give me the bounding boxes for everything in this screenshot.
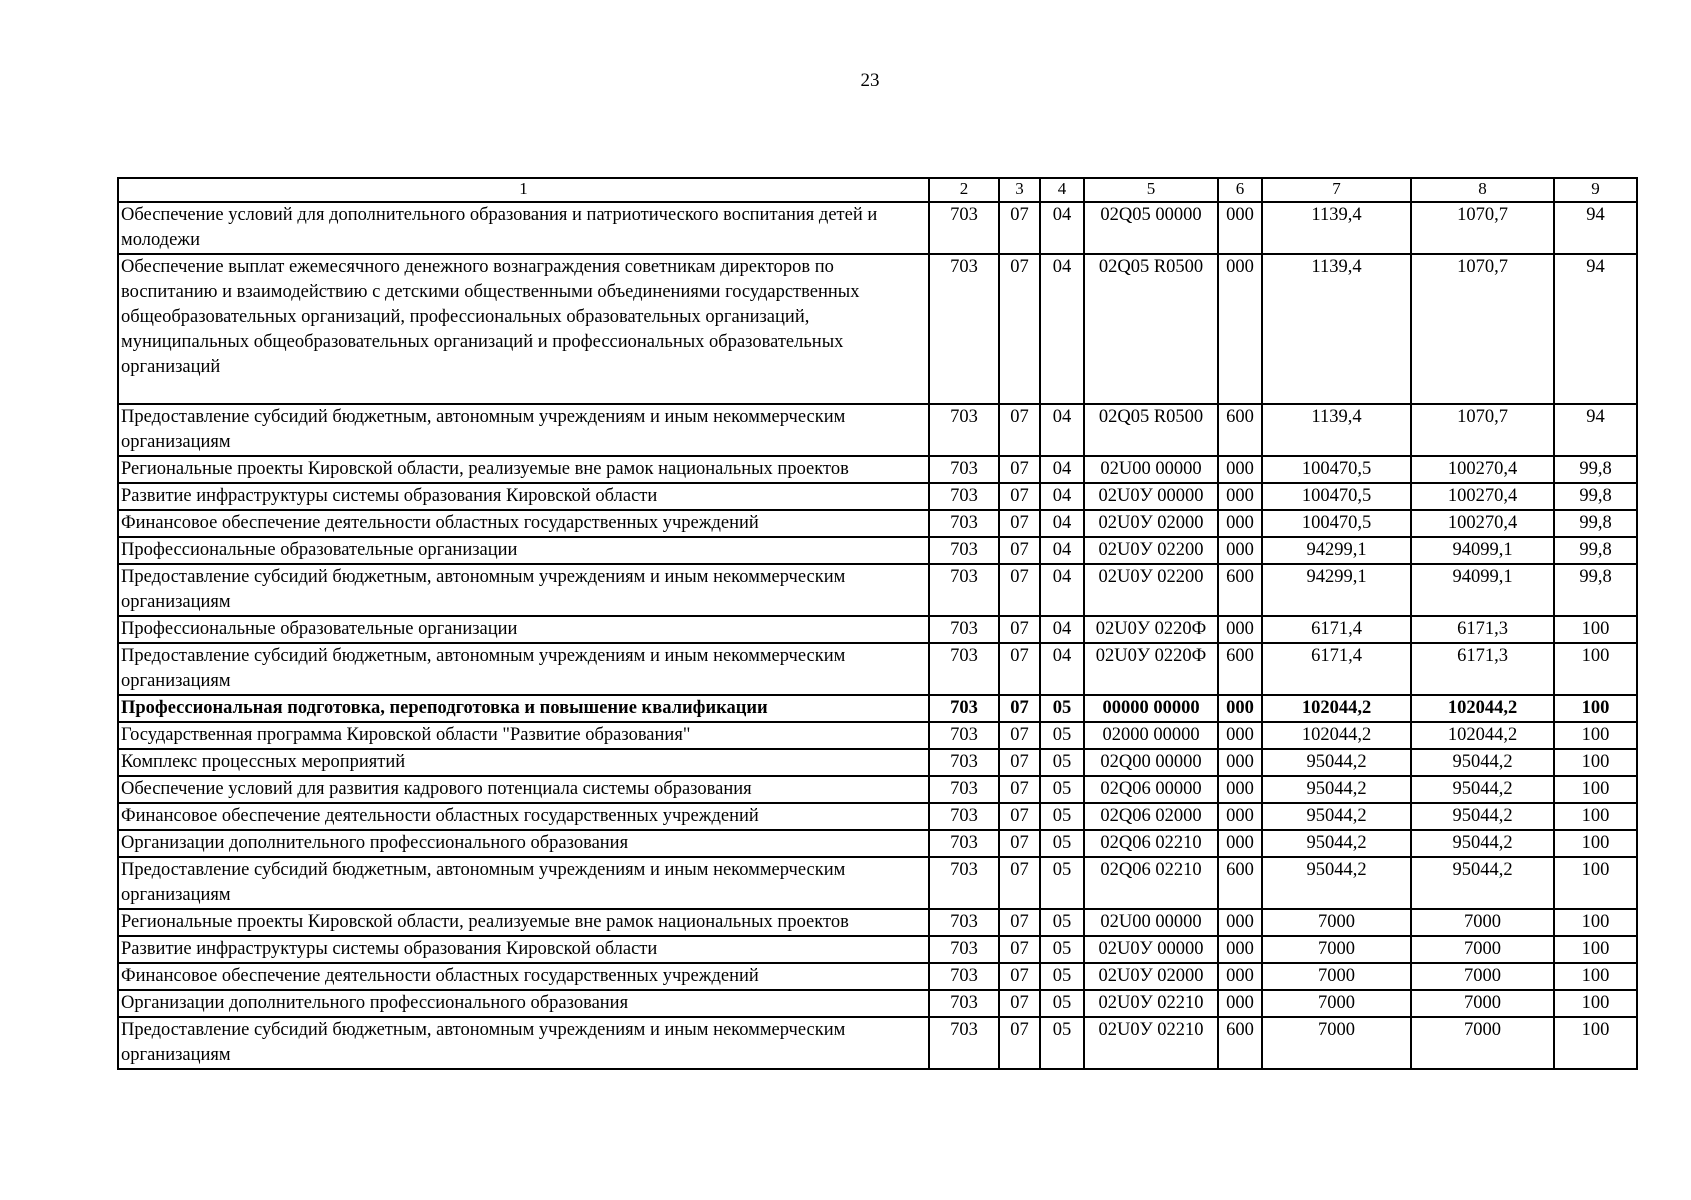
row-target-article: 02Q05 R0500 [1084,254,1218,404]
row-section: 07 [999,537,1040,564]
table-header [118,178,1637,202]
row-expense-type: 000 [1218,830,1262,857]
row-expense-type: 600 [1218,404,1262,456]
row-target-article: 02Q06 02210 [1084,830,1218,857]
row-code-admin: 703 [929,404,999,456]
row-target-article: 02Q06 02210 [1084,857,1218,909]
row-executed-amount: 100270,4 [1411,456,1554,483]
row-code-admin: 703 [929,1017,999,1069]
row-name: Развитие инфраструктуры системы образования Кировской области [118,483,929,510]
row-name: Предоставление субсидий бюджетным, автономным учреждениям и иным некоммерческим организациям [118,643,929,695]
row-execution-percent: 100 [1554,857,1637,909]
row-planned-amount: 95044,2 [1262,803,1411,830]
row-code-admin: 703 [929,616,999,643]
table-row [118,695,1637,722]
row-code-admin: 703 [929,456,999,483]
row-code-admin: 703 [929,830,999,857]
table-row [118,909,1637,936]
row-name: Профессиональные образовательные организации [118,537,929,564]
row-section: 07 [999,456,1040,483]
row-expense-type: 000 [1218,616,1262,643]
row-target-article: 02Q06 00000 [1084,776,1218,803]
row-name: Комплекс процессных мероприятий [118,749,929,776]
row-code-admin: 703 [929,483,999,510]
row-execution-percent: 100 [1554,803,1637,830]
row-execution-percent: 100 [1554,1017,1637,1069]
row-planned-amount: 1139,4 [1262,404,1411,456]
row-code-admin: 703 [929,776,999,803]
row-subsection: 05 [1040,749,1084,776]
row-name: Профессиональная подготовка, переподготовка и повышение квалификации [118,695,929,722]
row-target-article: 02U0У 02210 [1084,990,1218,1017]
row-expense-type: 000 [1218,776,1262,803]
row-subsection: 04 [1040,564,1084,616]
row-execution-percent: 100 [1554,643,1637,695]
row-code-admin: 703 [929,643,999,695]
row-subsection: 04 [1040,616,1084,643]
row-subsection: 05 [1040,963,1084,990]
column-header-4: 4 [1040,178,1084,202]
row-executed-amount: 7000 [1411,909,1554,936]
row-execution-percent: 100 [1554,616,1637,643]
table-row [118,202,1637,254]
row-planned-amount: 6171,4 [1262,643,1411,695]
table-row [118,776,1637,803]
row-execution-percent: 99,8 [1554,456,1637,483]
column-header-1: 1 [118,178,929,202]
row-executed-amount: 1070,7 [1411,404,1554,456]
table-row [118,830,1637,857]
row-name: Финансовое обеспечение деятельности областных государственных учреждений [118,963,929,990]
row-executed-amount: 102044,2 [1411,695,1554,722]
table-row [118,404,1637,456]
row-code-admin: 703 [929,990,999,1017]
table-row [118,564,1637,616]
row-execution-percent: 99,8 [1554,483,1637,510]
table-row [118,963,1637,990]
table-row [118,936,1637,963]
table-row [118,254,1637,404]
column-header-5: 5 [1084,178,1218,202]
row-subsection: 05 [1040,990,1084,1017]
row-name: Предоставление субсидий бюджетным, автономным учреждениям и иным некоммерческим организациям [118,1017,929,1069]
row-subsection: 05 [1040,857,1084,909]
row-section: 07 [999,643,1040,695]
budget-table [117,177,1638,1070]
row-planned-amount: 7000 [1262,990,1411,1017]
row-target-article: 02U0У 0220Ф [1084,643,1218,695]
row-planned-amount: 95044,2 [1262,749,1411,776]
row-name: Предоставление субсидий бюджетным, автономным учреждениям и иным некоммерческим организациям [118,857,929,909]
row-executed-amount: 95044,2 [1411,857,1554,909]
row-executed-amount: 100270,4 [1411,483,1554,510]
row-name: Организации дополнительного профессионального образования [118,990,929,1017]
row-planned-amount: 1139,4 [1262,202,1411,254]
row-expense-type: 000 [1218,936,1262,963]
row-section: 07 [999,510,1040,537]
row-section: 07 [999,564,1040,616]
page-number: 23 [860,70,880,91]
row-code-admin: 703 [929,510,999,537]
row-executed-amount: 95044,2 [1411,749,1554,776]
row-subsection: 05 [1040,1017,1084,1069]
row-planned-amount: 102044,2 [1262,722,1411,749]
row-executed-amount: 6171,3 [1411,616,1554,643]
row-name: Финансовое обеспечение деятельности областных государственных учреждений [118,510,929,537]
column-header-7: 7 [1262,178,1411,202]
row-name: Обеспечение условий для развития кадрового потенциала системы образования [118,776,929,803]
row-planned-amount: 100470,5 [1262,456,1411,483]
row-code-admin: 703 [929,537,999,564]
row-name: Региональные проекты Кировской области, реализуемые вне рамок национальных проектов [118,909,929,936]
row-subsection: 04 [1040,510,1084,537]
row-target-article: 02U0У 0220Ф [1084,616,1218,643]
row-target-article: 02U00 00000 [1084,909,1218,936]
row-expense-type: 600 [1218,1017,1262,1069]
row-execution-percent: 100 [1554,990,1637,1017]
table-row [118,510,1637,537]
row-name: Финансовое обеспечение деятельности областных государственных учреждений [118,803,929,830]
row-execution-percent: 100 [1554,963,1637,990]
row-name: Развитие инфраструктуры системы образования Кировской области [118,936,929,963]
row-subsection: 04 [1040,404,1084,456]
row-section: 07 [999,909,1040,936]
row-executed-amount: 7000 [1411,990,1554,1017]
row-code-admin: 703 [929,857,999,909]
row-target-article: 02U0У 02200 [1084,564,1218,616]
row-section: 07 [999,722,1040,749]
row-subsection: 04 [1040,643,1084,695]
row-execution-percent: 99,8 [1554,564,1637,616]
row-section: 07 [999,990,1040,1017]
row-planned-amount: 95044,2 [1262,776,1411,803]
row-executed-amount: 95044,2 [1411,803,1554,830]
row-subsection: 04 [1040,456,1084,483]
row-execution-percent: 94 [1554,202,1637,254]
column-header-8: 8 [1411,178,1554,202]
row-target-article: 00000 00000 [1084,695,1218,722]
row-name: Профессиональные образовательные организации [118,616,929,643]
row-expense-type: 600 [1218,643,1262,695]
row-expense-type: 000 [1218,456,1262,483]
row-code-admin: 703 [929,803,999,830]
row-subsection: 05 [1040,936,1084,963]
column-header-3: 3 [999,178,1040,202]
row-code-admin: 703 [929,202,999,254]
row-expense-type: 000 [1218,963,1262,990]
row-executed-amount: 100270,4 [1411,510,1554,537]
row-section: 07 [999,404,1040,456]
row-expense-type: 600 [1218,857,1262,909]
table-row [118,483,1637,510]
row-execution-percent: 100 [1554,722,1637,749]
row-section: 07 [999,1017,1040,1069]
row-subsection: 05 [1040,909,1084,936]
row-executed-amount: 1070,7 [1411,254,1554,404]
row-expense-type: 600 [1218,564,1262,616]
row-name: Организации дополнительного профессионального образования [118,830,929,857]
row-code-admin: 703 [929,749,999,776]
table-row [118,643,1637,695]
row-subsection: 05 [1040,776,1084,803]
row-executed-amount: 7000 [1411,936,1554,963]
row-section: 07 [999,202,1040,254]
row-expense-type: 000 [1218,749,1262,776]
row-section: 07 [999,254,1040,404]
row-subsection: 04 [1040,483,1084,510]
row-execution-percent: 100 [1554,936,1637,963]
row-planned-amount: 102044,2 [1262,695,1411,722]
table-row [118,537,1637,564]
row-name: Государственная программа Кировской области "Развитие образования" [118,722,929,749]
row-planned-amount: 1139,4 [1262,254,1411,404]
row-target-article: 02Q00 00000 [1084,749,1218,776]
row-planned-amount: 94299,1 [1262,564,1411,616]
table-row [118,722,1637,749]
table-row [118,456,1637,483]
column-header-2: 2 [929,178,999,202]
row-target-article: 02U0У 02200 [1084,537,1218,564]
row-expense-type: 000 [1218,537,1262,564]
row-planned-amount: 100470,5 [1262,483,1411,510]
row-name: Обеспечение выплат ежемесячного денежного вознаграждения советникам директоров по воспитанию и взаимодействию с детскими общественными объединениями государственных общеобразовательных организаций, профессиональных образовательных организаций, муниципальных общеобразовательных организаций и профессиональных образовательных организаций [118,254,929,404]
row-subsection: 05 [1040,722,1084,749]
row-planned-amount: 7000 [1262,963,1411,990]
row-section: 07 [999,830,1040,857]
table-body [118,202,1637,1069]
row-planned-amount: 7000 [1262,1017,1411,1069]
row-execution-percent: 100 [1554,695,1637,722]
row-expense-type: 000 [1218,483,1262,510]
row-execution-percent: 99,8 [1554,510,1637,537]
row-execution-percent: 100 [1554,830,1637,857]
row-execution-percent: 99,8 [1554,537,1637,564]
row-target-article: 02U0У 02210 [1084,1017,1218,1069]
row-executed-amount: 1070,7 [1411,202,1554,254]
row-name: Предоставление субсидий бюджетным, автономным учреждениям и иным некоммерческим организациям [118,564,929,616]
row-target-article: 02Q05 R0500 [1084,404,1218,456]
column-header-6: 6 [1218,178,1262,202]
row-section: 07 [999,695,1040,722]
row-executed-amount: 7000 [1411,1017,1554,1069]
row-expense-type: 000 [1218,722,1262,749]
row-planned-amount: 95044,2 [1262,830,1411,857]
row-target-article: 02Q05 00000 [1084,202,1218,254]
row-planned-amount: 7000 [1262,909,1411,936]
row-target-article: 02U00 00000 [1084,456,1218,483]
column-header-9: 9 [1554,178,1637,202]
row-section: 07 [999,963,1040,990]
table-row [118,1017,1637,1069]
row-executed-amount: 102044,2 [1411,722,1554,749]
row-section: 07 [999,936,1040,963]
row-subsection: 05 [1040,830,1084,857]
row-target-article: 02U0У 00000 [1084,936,1218,963]
row-code-admin: 703 [929,564,999,616]
row-executed-amount: 95044,2 [1411,776,1554,803]
row-executed-amount: 94099,1 [1411,537,1554,564]
row-section: 07 [999,857,1040,909]
table-row [118,616,1637,643]
row-code-admin: 703 [929,936,999,963]
row-subsection: 04 [1040,202,1084,254]
row-execution-percent: 100 [1554,909,1637,936]
table-row [118,749,1637,776]
row-expense-type: 000 [1218,202,1262,254]
table-row [118,990,1637,1017]
row-target-article: 02U0У 00000 [1084,483,1218,510]
row-target-article: 02U0У 02000 [1084,510,1218,537]
row-expense-type: 000 [1218,254,1262,404]
row-planned-amount: 6171,4 [1262,616,1411,643]
row-target-article: 02Q06 02000 [1084,803,1218,830]
row-code-admin: 703 [929,963,999,990]
row-execution-percent: 94 [1554,254,1637,404]
row-subsection: 04 [1040,254,1084,404]
row-planned-amount: 95044,2 [1262,857,1411,909]
row-planned-amount: 7000 [1262,936,1411,963]
row-code-admin: 703 [929,909,999,936]
row-expense-type: 000 [1218,990,1262,1017]
row-execution-percent: 94 [1554,404,1637,456]
row-execution-percent: 100 [1554,749,1637,776]
row-section: 07 [999,803,1040,830]
row-code-admin: 703 [929,254,999,404]
row-section: 07 [999,776,1040,803]
row-target-article: 02000 00000 [1084,722,1218,749]
row-executed-amount: 7000 [1411,963,1554,990]
row-name: Предоставление субсидий бюджетным, автономным учреждениям и иным некоммерческим организациям [118,404,929,456]
row-planned-amount: 100470,5 [1262,510,1411,537]
row-section: 07 [999,483,1040,510]
row-subsection: 05 [1040,695,1084,722]
row-section: 07 [999,749,1040,776]
row-executed-amount: 94099,1 [1411,564,1554,616]
row-executed-amount: 6171,3 [1411,643,1554,695]
header-row [118,178,1637,202]
row-execution-percent: 100 [1554,776,1637,803]
row-expense-type: 000 [1218,695,1262,722]
row-target-article: 02U0У 02000 [1084,963,1218,990]
row-planned-amount: 94299,1 [1262,537,1411,564]
row-subsection: 04 [1040,537,1084,564]
row-section: 07 [999,616,1040,643]
row-expense-type: 000 [1218,909,1262,936]
table-row [118,857,1637,909]
row-code-admin: 703 [929,722,999,749]
row-name: Обеспечение условий для дополнительного образования и патриотического воспитания детей и молодежи [118,202,929,254]
row-name: Региональные проекты Кировской области, реализуемые вне рамок национальных проектов [118,456,929,483]
row-executed-amount: 95044,2 [1411,830,1554,857]
row-subsection: 05 [1040,803,1084,830]
table-row [118,803,1637,830]
row-code-admin: 703 [929,695,999,722]
row-expense-type: 000 [1218,510,1262,537]
row-expense-type: 000 [1218,803,1262,830]
